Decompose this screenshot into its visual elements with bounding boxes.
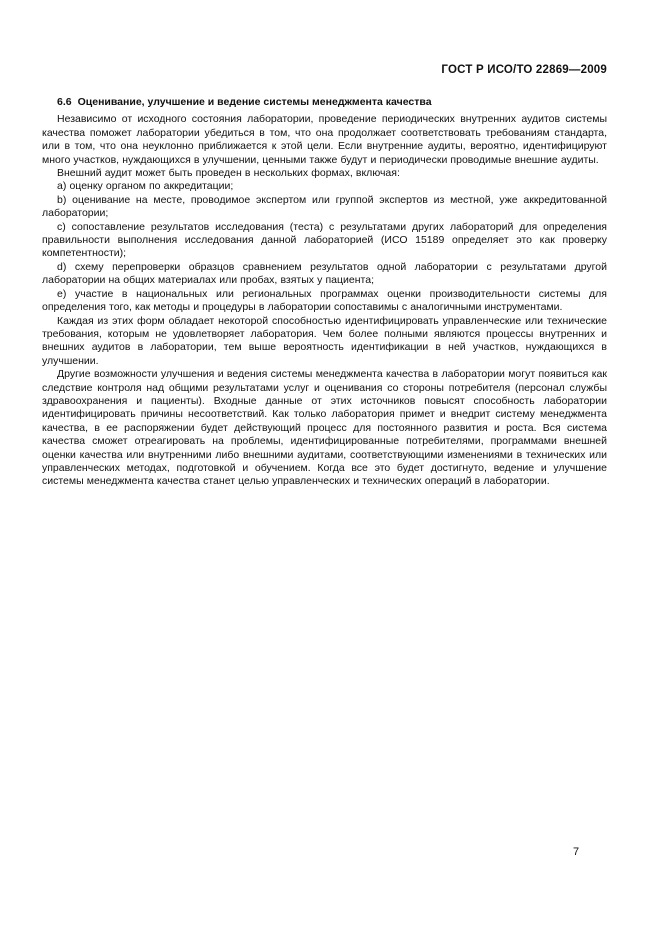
list-item-c: c) сопоставление результатов исследования (теста) с результатами других лабораторий для определения правильности выполнения исследования данной лабораторией (ИСО 15189 определяет это как проверку компетентности); (42, 220, 607, 260)
list-item-d: d) схему перепроверки образцов сравнением результатов одной лаборатории с результатами другой лаборатории на общих материалах или пробах, взятых у пациента; (42, 260, 607, 287)
paragraph-intro: Независимо от исходного состояния лаборатории, проведение периодических внутренних аудитов системы качества поможет лаборатории убедиться в том, что она продолжает соответствовать требованиям стандарта, или в том, что она неуклонно приближается к этой цели. Если внутренние аудиты, вероятно, идентифицируют много участков, нуждающихся в улучшении, ценными также будут и периодически проводимые внешние аудиты. (42, 113, 607, 166)
section-title: Оценивание, улучшение и ведение системы менеджмента качества (77, 96, 432, 108)
list-item-e: e) участие в национальных или региональных программах оценки производительности системы для определения того, как методы и процедуры в лаборатории сопоставимы с аналогичными инструментами. (42, 287, 607, 314)
running-header: ГОСТ Р ИСО/ТО 22869—2009 (441, 64, 607, 76)
list-item-b: b) оценивание на месте, проводимое экспертом или группой экспертов из местной, уже аккредитованной лаборатории; (42, 193, 607, 220)
section-number: 6.6 (57, 96, 72, 108)
document-content (42, 96, 607, 489)
list-item-a: a) оценку органом по аккредитации; (57, 180, 234, 193)
paragraph-forms-capability: Каждая из этих форм обладает некоторой способностью идентифицировать управленческие или технические требования, которым не удовлетворяет лаборатория. Чем более полными являются процессы внутренних и внешних аудитов в лаборатории, тем выше вероятность идентификации в ней участков, нуждающихся в улучшении. (42, 314, 607, 367)
paragraph-other-improvements: Другие возможности улучшения и ведения системы менеджмента качества в лаборатории могут появиться как следствие контроля над общими результатами услуг и оценивания со стороны потребителя (персонал службы здравоохранения и пациенты). Входные данные от этих источников повысят способность лаборатории идентифицировать причины несоответствий. Как только лаборатория примет и внедрит систему менеджмента качества, в ее распоряжении будет действующий процесс для постоянного развития и роста. Вся система качества сможет отреагировать на проблемы, идентифицированные потребителями, программами внешней оценки качества или внутренними либо внешними аудитами, соответствующими изменениями в технических или управленческих методах, подготовкой и обучением. Когда все это будет достигнуто, ведение и улучшение системы менеджмента качества станет целью управленческих и технических операций в лаборатории. (42, 368, 607, 488)
paragraph-audit-forms-lead: Внешний аудит может быть проведен в нескольких формах, включая: (57, 167, 400, 180)
page-number: 7 (573, 846, 580, 858)
section-heading (42, 96, 607, 109)
